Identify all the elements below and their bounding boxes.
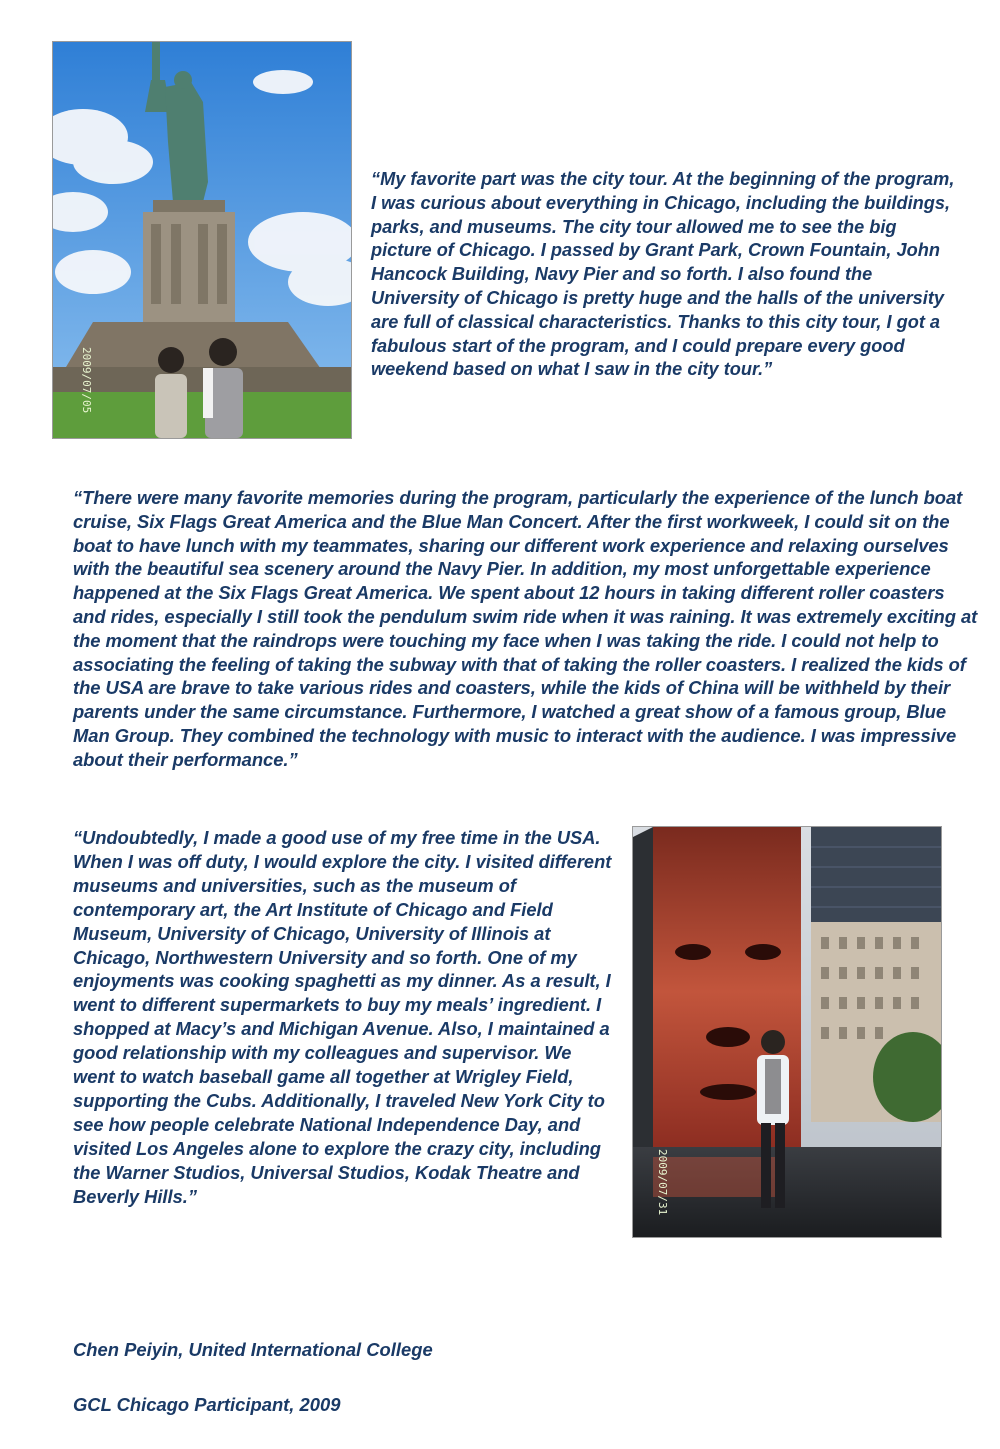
signature-name: Chen Peiyin, United International College bbox=[73, 1339, 433, 1360]
signature-program: GCL Chicago Participant, 2009 bbox=[73, 1394, 341, 1415]
statue-of-liberty-photo bbox=[52, 41, 352, 439]
free-time-quote: “Undoubtedly, I made a good use of my free time in the USA. When I was off duty, I would explore the city. I visited different museums and universities, such as the museum of contemporary art, the Art Institute of Chicago and Field Museum, University of Chicago, University of Illinois at Chicago, Northwestern University and so forth. One of my enjoyments was cooking spaghetti as my dinner. As a result, I went to different supermarkets to buy my meals’ ingredient. I shopped at Macy’s and Michigan Avenue. Also, I maintained a good relationship with my colleagues and supervisor. We went to watch baseball game all together at Wrigley Field, supporting the Cubs. Additionally, I traveled New York City to see how people celebrate National Independence Day, and visited Los Angeles alone to explore the crazy city, including the Warner Studios, Universal Studios, Kodak Theatre and Beverly Hills.” bbox=[73, 827, 612, 1207]
favorite-memories-quote: “There were many favorite memories during the program, particularly the experience of the lunch boat cruise, Six Flags Great America and the Blue Man Concert. After the first workweek, I could sit on the boat to have lunch with my teammates, sharing our different work experience and relaxing ourselves with the beautiful sea scenery around the Navy Pier. In addition, my most unforgettable experience happened at the Six Flags Great America. We spent about 12 hours in taking different roller coasters and rides, especially I still took the pendulum swim ride when it was raining. It was extremely exciting at the moment that the raindrops were touching my face when I was taking the ride. I could not help to associating the feeling of taking the subway with that of taking the roller coasters. I realized the kids of the USA are brave to take various rides and coasters, while the kids of China will be withheld by their parents under the same circumstance. Furthermore, I watched a great show of a famous group, Blue Man Group. They combined the technology with music to interact with the audience. I was impressive about their performance.” bbox=[73, 487, 978, 770]
photo-date-stamp: 2009/07/31 bbox=[656, 1149, 669, 1216]
crown-fountain-photo bbox=[632, 826, 942, 1238]
photo-date-stamp: 2009/07/05 bbox=[80, 347, 93, 414]
city-tour-quote: “My favorite part was the city tour. At the beginning of the program, I was curious about everything in Chicago, including the buildings, parks, and museums. The city tour allowed me to see the big picture of Chicago. I passed by Grant Park, Crown Fountain, John Hancock Building, Navy Pier and so forth. I also found the University of Chicago is pretty huge and the halls of the university are full of classical characteristics. Thanks to this city tour, I got a fabulous start of the program, and I could prepare every good weekend based on what I saw in the city tour.” bbox=[371, 169, 955, 380]
